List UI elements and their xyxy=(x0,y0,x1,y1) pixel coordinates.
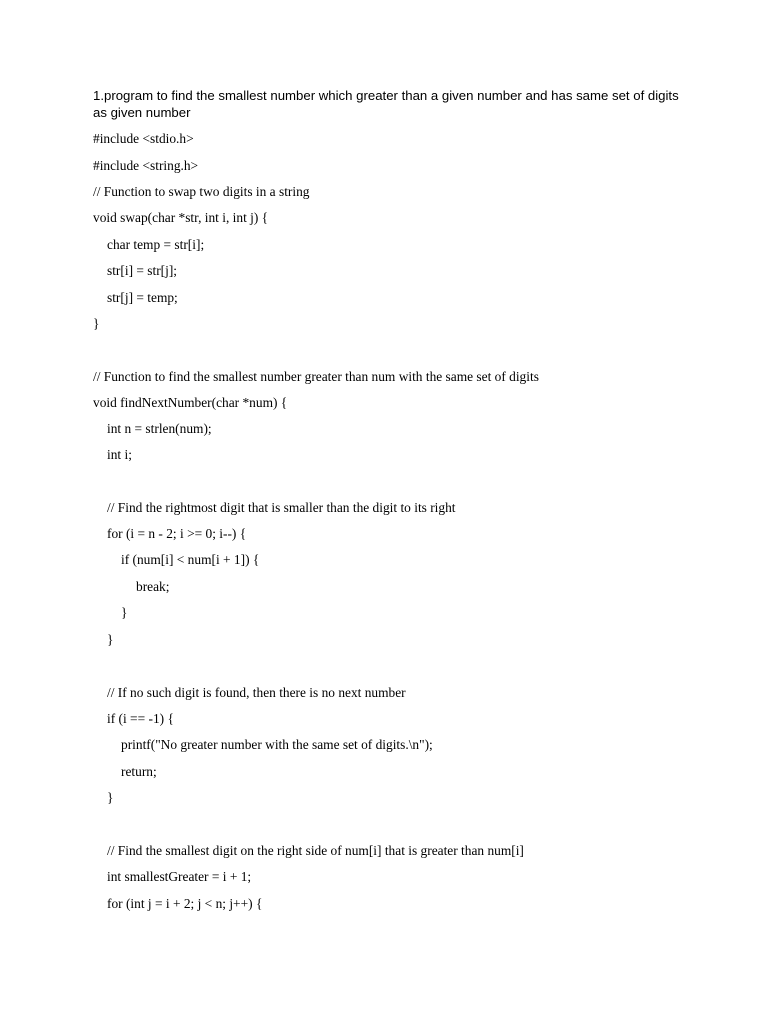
code-line: int smallestGreater = i + 1; xyxy=(107,869,252,884)
code-line: str[j] = temp; xyxy=(107,290,178,305)
code-line: #include <stdio.h> xyxy=(93,131,194,146)
code-line: printf("No greater number with the same set of digits.\n"); xyxy=(121,737,433,752)
code-line: void findNextNumber(char *num) { xyxy=(93,395,288,410)
code-line: #include <string.h> xyxy=(93,158,199,173)
code-line: if (i == -1) { xyxy=(107,711,174,726)
code-line: for (i = n - 2; i >= 0; i--) { xyxy=(107,526,247,541)
code-line: // Function to find the smallest number greater than num with the same set of digits xyxy=(93,369,539,384)
code-line: } xyxy=(93,316,100,331)
code-line: break; xyxy=(136,579,170,594)
code-line: // Function to swap two digits in a string xyxy=(93,184,310,199)
code-line: } xyxy=(121,605,128,620)
code-line: char temp = str[i]; xyxy=(107,237,205,252)
code-line: // If no such digit is found, then there is no next number xyxy=(107,685,406,700)
code-line: return; xyxy=(121,764,157,779)
code-line: for (int j = i + 2; j < n; j++) { xyxy=(107,896,263,911)
program-title: 1.program to find the smallest number which greater than a given number and has same set of digits as given number xyxy=(93,88,679,120)
code-line: str[i] = str[j]; xyxy=(107,263,178,278)
code-line: // Find the rightmost digit that is smaller than the digit to its right xyxy=(107,500,456,515)
code-line: if (num[i] < num[i + 1]) { xyxy=(121,552,260,567)
code-line: int n = strlen(num); xyxy=(107,421,212,436)
code-line: int i; xyxy=(107,447,132,462)
code-line: void swap(char *str, int i, int j) { xyxy=(93,210,269,225)
code-line: } xyxy=(107,632,114,647)
code-line: } xyxy=(107,790,114,805)
code-line: // Find the smallest digit on the right side of num[i] that is greater than num[i] xyxy=(107,843,524,858)
